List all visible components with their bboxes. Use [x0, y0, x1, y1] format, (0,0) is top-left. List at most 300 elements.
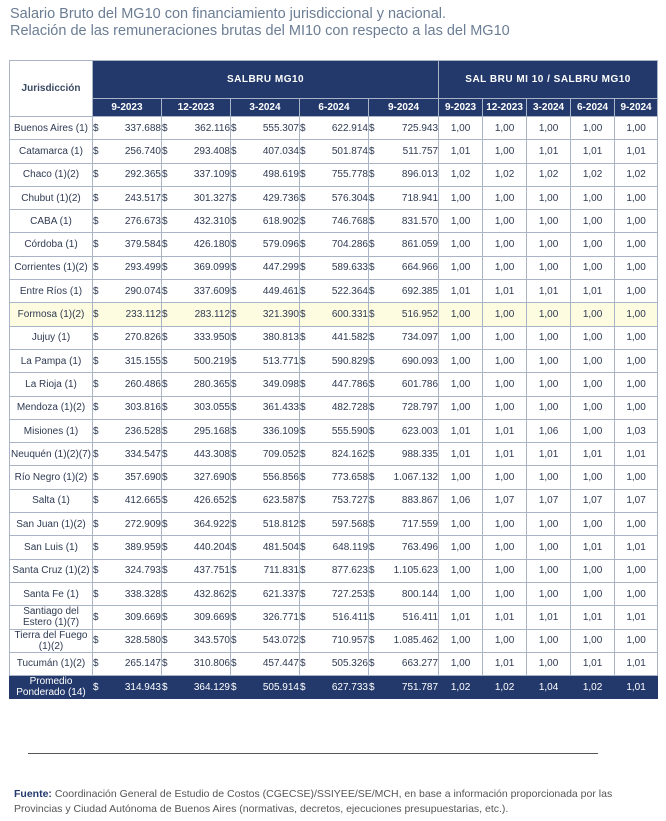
salary-value: 432.310 [193, 215, 230, 227]
salary-cell [231, 676, 300, 699]
salary-cell [162, 629, 231, 652]
salary-value: 692.385 [401, 285, 439, 297]
salary-cell [93, 629, 162, 652]
ratio-cell: 1,02 [571, 163, 615, 186]
currency-symbol: $ [162, 402, 168, 414]
source-text: Coordinación General de Estudio de Costos (CGECSE)/SSIYEE/SE/MCH, en base a información proporcionada por las Provincias y Ciudad Autónoma de Buenos Aires (normativas, decretos, ejecuciones presupuestarias, etc.). [14, 788, 613, 815]
salary-value: 589.633 [331, 262, 368, 274]
currency-symbol: $ [162, 122, 168, 134]
salary-value: 389.959 [124, 541, 161, 553]
jurisdiction-cell: Buenos Aires (1) [10, 117, 93, 140]
ratio-cell: 1,02 [527, 163, 571, 186]
salary-value: 753.727 [331, 495, 368, 507]
ratio-cell: 1,00 [527, 396, 571, 419]
currency-symbol: $ [231, 448, 237, 460]
ratio-cell: 1,00 [439, 466, 483, 489]
salary-cell [300, 559, 369, 582]
ratio-cell: 1,00 [483, 349, 527, 372]
currency-symbol: $ [93, 681, 99, 693]
salary-value: 711.831 [263, 565, 299, 577]
ratio-cell: 1,04 [527, 676, 571, 699]
currency-symbol: $ [300, 402, 306, 414]
ratio-cell: 1,00 [615, 559, 658, 582]
ratio-cell: 1,00 [571, 629, 615, 652]
salary-cell [162, 582, 231, 605]
salary-value: 265.147 [124, 658, 161, 670]
salary-cell [300, 186, 369, 209]
currency-symbol: $ [300, 472, 306, 484]
salary-cell [231, 513, 300, 536]
ratio-cell: 1,00 [483, 513, 527, 536]
currency-symbol: $ [231, 472, 237, 484]
salary-value: 260.486 [124, 378, 161, 390]
ratio-cell: 1,02 [439, 163, 483, 186]
salary-value: 256.740 [124, 145, 161, 157]
salary-cell [162, 466, 231, 489]
currency-symbol: $ [231, 332, 237, 344]
currency-symbol: $ [231, 239, 237, 251]
table-row [10, 186, 658, 209]
salary-cell [300, 629, 369, 652]
ratio-cell: 1,00 [571, 233, 615, 256]
currency-symbol: $ [300, 611, 306, 623]
salary-cell [300, 280, 369, 303]
salary-value: 763.496 [401, 541, 439, 553]
salary-value: 623.003 [401, 425, 439, 437]
currency-symbol: $ [93, 448, 99, 460]
ratio-cell: 1,02 [571, 676, 615, 699]
salary-value: 310.806 [193, 658, 230, 670]
currency-symbol: $ [93, 122, 99, 134]
source-note [14, 787, 644, 817]
ratio-cell: 1,00 [527, 629, 571, 652]
currency-symbol: $ [231, 122, 237, 134]
salary-value: 481.504 [262, 541, 299, 553]
salary-value: 556.856 [262, 472, 299, 484]
ratio-cell: 1,00 [527, 373, 571, 396]
table-row [10, 140, 658, 163]
salary-cell [162, 186, 231, 209]
salary-cell [93, 513, 162, 536]
salary-cell [231, 280, 300, 303]
salary-value: 709.052 [262, 448, 299, 460]
currency-symbol: $ [300, 215, 306, 227]
ratio-cell: 1,01 [527, 443, 571, 466]
salary-cell [300, 256, 369, 279]
ratio-cell: 1,00 [483, 536, 527, 559]
salary-value: 728.797 [401, 402, 439, 414]
salary-cell [231, 210, 300, 233]
currency-symbol: $ [162, 239, 168, 251]
currency-symbol: $ [300, 681, 306, 693]
currency-symbol: $ [93, 215, 99, 227]
salary-cell [300, 419, 369, 442]
salary-value: 303.816 [124, 402, 161, 414]
ratio-cell: 1,01 [439, 606, 483, 629]
salary-value: 555.307 [262, 122, 299, 134]
ratio-cell: 1,07 [615, 489, 658, 512]
salary-value: 648.119 [332, 541, 368, 553]
salary-cell [162, 652, 231, 675]
salary-value: 290.074 [124, 285, 161, 297]
currency-symbol: $ [93, 495, 99, 507]
currency-symbol: $ [369, 681, 375, 693]
table-row [10, 466, 658, 489]
salary-cell [231, 606, 300, 629]
salary-value: 336.109 [262, 425, 299, 437]
salary-value: 579.096 [262, 239, 299, 251]
currency-symbol: $ [162, 192, 168, 204]
salary-value: 621.337 [262, 588, 299, 600]
currency-symbol: $ [300, 425, 306, 437]
currency-symbol: $ [300, 262, 306, 274]
ratio-cell: 1,00 [527, 536, 571, 559]
salary-cell [369, 629, 439, 652]
currency-symbol: $ [369, 309, 375, 321]
currency-symbol: $ [162, 658, 168, 670]
ratio-cell: 1,00 [571, 559, 615, 582]
currency-symbol: $ [162, 565, 168, 577]
salary-value: 725.943 [401, 122, 439, 134]
salary-cell [300, 396, 369, 419]
salary-cell [300, 210, 369, 233]
ratio-cell: 1,00 [527, 256, 571, 279]
currency-symbol: $ [93, 145, 99, 157]
table-row [10, 396, 658, 419]
salary-cell [231, 536, 300, 559]
ratio-cell: 1,01 [571, 443, 615, 466]
salary-value: 447.786 [331, 378, 368, 390]
salary-value: 309.669 [124, 611, 161, 623]
ratio-cell: 1,00 [615, 513, 658, 536]
salary-cell [162, 303, 231, 326]
salary-cell [369, 419, 439, 442]
salary-value: 324.793 [124, 565, 161, 577]
salary-cell [162, 513, 231, 536]
salary-value: 272.909 [124, 518, 161, 530]
salary-value: 337.609 [193, 285, 230, 297]
ratio-cell: 1,01 [527, 140, 571, 163]
jurisdiction-cell: Santa Fe (1) [10, 582, 93, 605]
salary-period-header: 12-2023 [162, 99, 231, 117]
ratio-period-header: 12-2023 [483, 99, 527, 117]
currency-symbol: $ [231, 681, 237, 693]
salary-cell [93, 489, 162, 512]
currency-symbol: $ [162, 472, 168, 484]
currency-symbol: $ [300, 588, 306, 600]
currency-symbol: $ [369, 215, 375, 227]
currency-symbol: $ [93, 541, 99, 553]
currency-symbol: $ [300, 332, 306, 344]
ratio-period-header: 3-2024 [527, 99, 571, 117]
ratio-cell: 1,00 [527, 210, 571, 233]
salary-value: 543.072 [262, 635, 299, 647]
currency-symbol: $ [300, 309, 306, 321]
ratio-cell: 1,01 [571, 536, 615, 559]
salary-cell [369, 652, 439, 675]
ratio-cell: 1,00 [439, 256, 483, 279]
table-row [10, 373, 658, 396]
currency-symbol: $ [369, 378, 375, 390]
ratio-cell: 1,00 [571, 117, 615, 140]
salary-cell [369, 280, 439, 303]
salary-value: 426.652 [193, 495, 230, 507]
ratio-cell: 1,00 [527, 559, 571, 582]
ratio-cell: 1,01 [571, 606, 615, 629]
jurisdiction-cell: Río Negro (1)(2) [10, 466, 93, 489]
ratio-cell: 1,00 [439, 326, 483, 349]
ratio-cell: 1,06 [439, 489, 483, 512]
currency-symbol: $ [93, 565, 99, 577]
salary-value: 1.067.132 [393, 472, 439, 484]
total-row [10, 676, 658, 699]
ratio-cell: 1,00 [571, 419, 615, 442]
ratio-cell: 1,00 [615, 303, 658, 326]
salary-cell [162, 396, 231, 419]
ratio-cell: 1,00 [615, 349, 658, 372]
ratio-cell: 1,00 [483, 466, 527, 489]
salary-cell [231, 466, 300, 489]
currency-symbol: $ [369, 588, 375, 600]
salary-value: 362.116 [194, 122, 230, 134]
jurisdiction-cell: Entre Ríos (1) [10, 280, 93, 303]
salary-cell [231, 489, 300, 512]
currency-symbol: $ [231, 495, 237, 507]
salary-cell [93, 582, 162, 605]
currency-symbol: $ [93, 658, 99, 670]
salary-value: 501.874 [331, 145, 368, 157]
salary-value: 623.587 [262, 495, 299, 507]
salary-cell [300, 582, 369, 605]
ratio-cell: 1,00 [527, 513, 571, 536]
table-row [10, 117, 658, 140]
salary-cell [369, 489, 439, 512]
salary-value: 877.623 [331, 565, 368, 577]
salary-value: 380.813 [262, 332, 299, 344]
table-row [10, 280, 658, 303]
jurisdiction-cell: Mendoza (1)(2) [10, 396, 93, 419]
currency-symbol: $ [93, 332, 99, 344]
ratio-cell: 1,01 [439, 140, 483, 163]
currency-symbol: $ [300, 239, 306, 251]
divider [28, 753, 598, 754]
currency-symbol: $ [93, 309, 99, 321]
currency-symbol: $ [231, 635, 237, 647]
ratio-cell: 1,06 [527, 419, 571, 442]
salary-cell [231, 582, 300, 605]
ratio-cell: 1,01 [483, 652, 527, 675]
salary-cell [231, 256, 300, 279]
table-row [10, 210, 658, 233]
table-row [10, 489, 658, 512]
salary-cell [369, 466, 439, 489]
salary-cell [162, 536, 231, 559]
currency-symbol: $ [93, 378, 99, 390]
salary-value: 337.688 [124, 122, 161, 134]
salary-value: 597.568 [331, 518, 368, 530]
currency-symbol: $ [162, 355, 168, 367]
salary-value: 800.144 [401, 588, 439, 600]
ratio-cell: 1,00 [615, 280, 658, 303]
ratio-period-header: 9-2024 [615, 99, 658, 117]
salary-cell [231, 419, 300, 442]
ratio-cell: 1,00 [439, 186, 483, 209]
jurisdiction-cell: La Rioja (1) [10, 373, 93, 396]
currency-symbol: $ [369, 355, 375, 367]
currency-symbol: $ [162, 332, 168, 344]
currency-symbol: $ [93, 262, 99, 274]
salary-value: 293.499 [124, 262, 161, 274]
jurisdiction-cell: Catamarca (1) [10, 140, 93, 163]
currency-symbol: $ [300, 635, 306, 647]
salary-cell [93, 233, 162, 256]
salary-value: 236.528 [124, 425, 161, 437]
currency-symbol: $ [231, 192, 237, 204]
currency-symbol: $ [231, 262, 237, 274]
salary-cell [93, 186, 162, 209]
salary-value: 727.253 [331, 588, 368, 600]
jurisdiction-cell: Misiones (1) [10, 419, 93, 442]
currency-symbol: $ [369, 611, 375, 623]
ratio-cell: 1,00 [571, 186, 615, 209]
ratio-cell: 1,00 [527, 233, 571, 256]
ratio-cell: 1,00 [615, 373, 658, 396]
salary-cell [231, 396, 300, 419]
salary-value: 600.331 [331, 309, 368, 321]
salary-value: 516.952 [401, 309, 439, 321]
ratio-cell: 1,00 [571, 396, 615, 419]
salary-cell [231, 140, 300, 163]
salary-cell [369, 559, 439, 582]
salary-cell [300, 489, 369, 512]
salary-value: 233.112 [125, 309, 161, 321]
salary-cell [300, 652, 369, 675]
salary-cell [369, 676, 439, 699]
ratio-cell: 1,00 [483, 140, 527, 163]
currency-symbol: $ [162, 611, 168, 623]
table-row [10, 349, 658, 372]
currency-symbol: $ [300, 495, 306, 507]
ratio-cell: 1,00 [483, 210, 527, 233]
salary-cell [231, 117, 300, 140]
salary-cell [369, 233, 439, 256]
salary-value: 412.665 [124, 495, 161, 507]
salary-cell [93, 443, 162, 466]
currency-symbol: $ [369, 518, 375, 530]
salary-value: 379.584 [124, 239, 161, 251]
salary-value: 755.778 [331, 169, 368, 181]
salary-value: 513.771 [262, 355, 299, 367]
ratio-cell: 1,00 [571, 256, 615, 279]
currency-symbol: $ [231, 378, 237, 390]
salary-cell [162, 559, 231, 582]
ratio-cell: 1,00 [439, 396, 483, 419]
salary-value: 590.829 [331, 355, 368, 367]
ratio-cell: 1,00 [527, 582, 571, 605]
salary-value: 734.097 [401, 332, 439, 344]
salary-value: 334.547 [124, 448, 161, 460]
ratio-cell: 1,01 [615, 443, 658, 466]
ratio-cell: 1,07 [571, 489, 615, 512]
jurisdiction-cell: Córdoba (1) [10, 233, 93, 256]
ratio-cell: 1,00 [615, 233, 658, 256]
currency-symbol: $ [369, 262, 375, 274]
currency-symbol: $ [93, 402, 99, 414]
currency-symbol: $ [300, 565, 306, 577]
currency-symbol: $ [93, 425, 99, 437]
currency-symbol: $ [300, 285, 306, 297]
table-row [10, 559, 658, 582]
jurisdiction-cell: CABA (1) [10, 210, 93, 233]
currency-symbol: $ [300, 122, 306, 134]
currency-symbol: $ [162, 425, 168, 437]
salary-cell [300, 443, 369, 466]
currency-symbol: $ [369, 169, 375, 181]
currency-symbol: $ [162, 518, 168, 530]
salary-value: 426.180 [193, 239, 230, 251]
currency-symbol: $ [369, 425, 375, 437]
ratio-cell: 1,01 [615, 536, 658, 559]
salary-value: 270.826 [124, 332, 161, 344]
ratio-cell: 1,01 [571, 280, 615, 303]
salbru-mg10-header: SALBRU MG10 [93, 61, 439, 99]
salary-value: 280.365 [193, 378, 230, 390]
currency-symbol: $ [93, 518, 99, 530]
salary-cell [369, 326, 439, 349]
ratio-cell: 1,00 [527, 466, 571, 489]
salary-cell [300, 373, 369, 396]
ratio-cell: 1,01 [615, 606, 658, 629]
ratio-cell: 1,00 [439, 210, 483, 233]
salary-cell [300, 676, 369, 699]
ratio-cell: 1,01 [615, 676, 658, 699]
salary-value: 292.365 [124, 169, 161, 181]
ratio-cell: 1,00 [527, 349, 571, 372]
ratio-cell: 1,00 [439, 652, 483, 675]
currency-symbol: $ [369, 635, 375, 647]
salary-cell [93, 163, 162, 186]
ratio-cell: 1,00 [483, 326, 527, 349]
ratio-cell: 1,07 [483, 489, 527, 512]
salary-value: 441.582 [331, 332, 368, 344]
salary-value: 861.059 [401, 239, 439, 251]
salary-cell [162, 443, 231, 466]
table-row [10, 582, 658, 605]
table-row [10, 163, 658, 186]
salary-cell [300, 466, 369, 489]
currency-symbol: $ [369, 122, 375, 134]
jurisdiction-cell: Chaco (1)(2) [10, 163, 93, 186]
salary-value: 343.570 [193, 635, 230, 647]
currency-symbol: $ [93, 355, 99, 367]
salary-value: 773.658 [331, 472, 368, 484]
currency-symbol: $ [300, 169, 306, 181]
salary-value: 1.105.623 [393, 565, 439, 577]
ratio-cell: 1,01 [615, 140, 658, 163]
currency-symbol: $ [369, 402, 375, 414]
salary-cell [369, 140, 439, 163]
salary-value: 432.862 [193, 588, 230, 600]
ratio-cell: 1,00 [571, 513, 615, 536]
jurisdiction-cell: Santiago del Estero (1)(7) [10, 606, 93, 629]
ratio-cell: 1,02 [439, 676, 483, 699]
table-row [10, 513, 658, 536]
salary-period-header: 9-2023 [93, 99, 162, 117]
salary-value: 746.768 [331, 215, 368, 227]
salary-cell [93, 373, 162, 396]
currency-symbol: $ [369, 239, 375, 251]
salary-cell [93, 349, 162, 372]
